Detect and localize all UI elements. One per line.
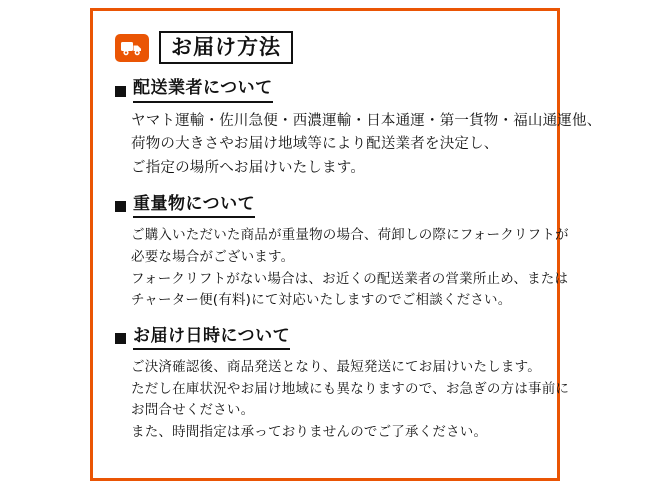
body-line: ヤマト運輸・佐川急便・西濃運輸・日本通運・第一貨物・福山通運他、	[131, 112, 602, 129]
body-line: 必要な場合がございます。	[131, 248, 295, 265]
page-title: お届け方法	[171, 35, 281, 59]
section-title: 重量物について	[133, 194, 255, 218]
body-line: フォークリフトがない場合は、お近くの配送業者の営業所止め、または	[131, 270, 569, 287]
page-title-box	[159, 31, 293, 64]
body-line: ご指定の場所へお届けいたします。	[131, 159, 366, 176]
body-line: お問合せください。	[131, 402, 255, 419]
square-bullet-icon	[115, 86, 126, 97]
section-body	[131, 357, 570, 443]
card-header	[115, 31, 539, 64]
section-heavy-items	[115, 193, 569, 312]
square-bullet-icon	[115, 333, 126, 344]
delivery-info-card	[90, 8, 602, 481]
section-shipping-carrier	[115, 78, 602, 180]
section-body	[131, 225, 569, 311]
body-line: チャーター便(有料)にて対応いたしますのでご相談ください。	[131, 292, 512, 309]
section-body	[131, 110, 602, 180]
body-line: また、時間指定は承っておりませんのでご了承ください。	[131, 423, 488, 440]
section-heading	[115, 326, 539, 350]
body-line: ご決済確認後、商品発送となり、最短発送にてお届けいたします。	[131, 359, 541, 376]
body-line: ご購入いただいた商品が重量物の場合、荷卸しの際にフォークリフトが	[131, 227, 569, 244]
section-title: 配送業者について	[133, 78, 273, 102]
section-heading	[115, 194, 539, 218]
body-line: 荷物の大きさやお届け地域等により配送業者を決定し、	[131, 136, 499, 153]
body-line: ただし在庫状況やお届け地域にも異なりますので、お急ぎの方は事前に	[131, 380, 570, 397]
section-heading	[115, 78, 539, 102]
delivery-truck-icon	[115, 34, 149, 62]
square-bullet-icon	[115, 201, 126, 212]
section-delivery-datetime	[115, 325, 570, 444]
section-title: お届け日時について	[133, 326, 290, 350]
